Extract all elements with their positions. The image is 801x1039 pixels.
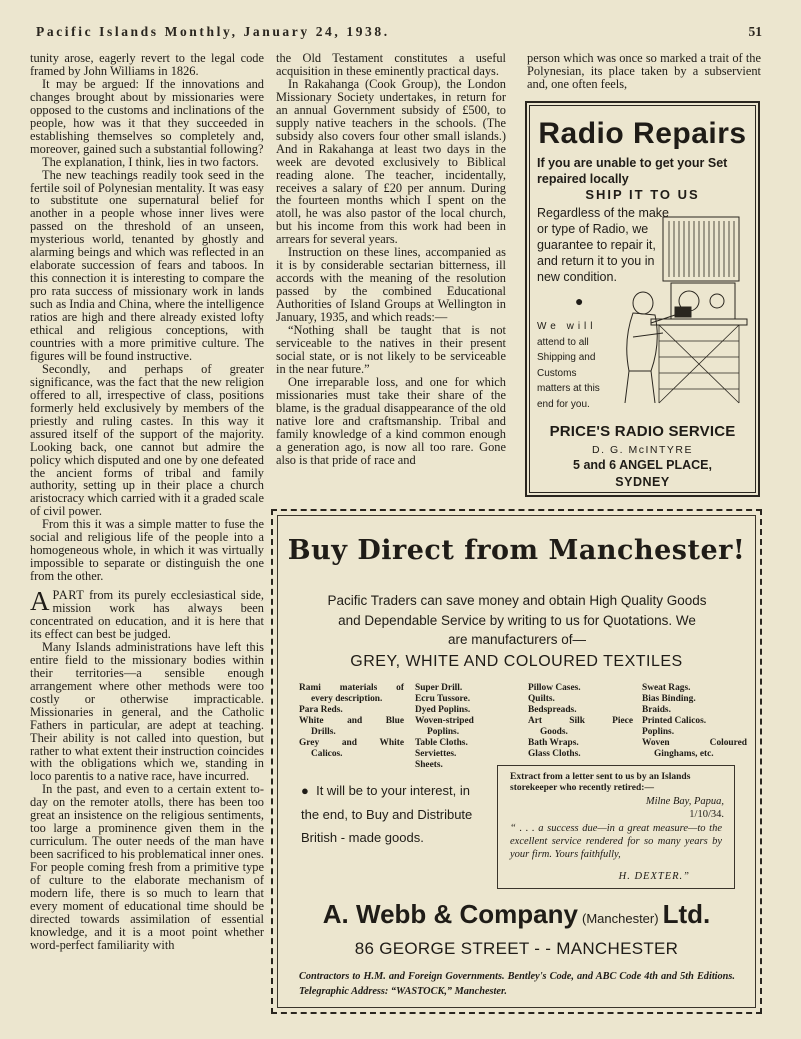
- product-item: Glass Cloths.: [528, 749, 581, 759]
- product-item: Woven Coloured: [642, 738, 747, 748]
- radio-technician-illustration: [611, 211, 751, 411]
- testimonial-heading: Extract from a letter sent to us by an Islands storekeeper who recently retired:—: [510, 772, 691, 793]
- paragraph: tunity arose, eagerly revert to the legal code framed by John Williams in 1826.: [30, 52, 264, 78]
- radio-cabinet-icon: [663, 217, 739, 281]
- publication-title: Pacific Islands Monthly, January 24, 1938.: [36, 24, 390, 39]
- product-item: Art Silk Piece: [528, 716, 633, 726]
- product-item: Para Reds.: [299, 705, 343, 715]
- paragraph: Many Islands administrations have left this entire field to the missionary bodies within their territories—a sensible enough arrangement where other methods were too costly or otherwise impracticable. Missionaries in general, and the Catholic Fathers in particular, are adept at teaching. Their ability is not called into question, but rather to what extent their instruction coincides with the obligations which we, standing in loco parentis to a native race, have incurred.: [30, 639, 264, 784]
- page-number: 51: [748, 24, 762, 39]
- ad-promise-text: It will be to your interest, in the end, to Buy and Distribute British - made goods.: [301, 783, 473, 845]
- running-header: [36, 24, 762, 42]
- testimonial-date: 1/10/34.: [689, 809, 724, 820]
- paragraph: Instruction on these lines, accompanied as it is by considerable sectarian bitterness, ill accords with the meaning of the resolution passed by the combined Educational Authorities of Island Groups at Wellington in January, 1935, and which reads:—: [276, 245, 506, 325]
- bullet-icon: ●: [575, 293, 584, 309]
- product-item: Printed Calicos.: [642, 716, 707, 726]
- ad-manager-name: D. G. McINTYRE: [592, 444, 693, 456]
- cap-word: PART: [52, 588, 85, 603]
- chassis-icon: [675, 307, 691, 317]
- technician-head-icon: [633, 292, 653, 314]
- product-item: Braids.: [642, 705, 671, 715]
- ad-textiles-heading: GREY, WHITE AND COLOURED TEXTILES: [350, 653, 683, 670]
- ad-body-text: Regardless of the make or type of Radio, we guarantee to repair it, and return it to you in new condition.: [537, 206, 670, 284]
- ad-address-line-2: SYDNEY: [615, 475, 670, 489]
- product-item: Bias Binding.: [642, 694, 696, 704]
- paragraph: The new teachings readily took seed in the fertile soil of Polynesian mentality. It was easy to substitute one supernatural belief for another in a people whose inner lives were passed on the threshold of an unseen, mysterious world, tenanted by ghostly and alarming beings and which was reflected in an elaborate succession of fears and taboos. In this connection it is interesting to compare the pro rata success of missionary work in lands such as India and China, where the intelligence ratios are high and there already existed lofty ethical and religious conceptions, with countries with a more primitive culture. The figures will be found instructive.: [30, 167, 264, 363]
- ad-headline: Buy Direct from Manchester!: [287, 535, 746, 566]
- ad-shipping-note-lead: We will: [537, 321, 597, 332]
- ad-shipping-note-text: attend to all Shipping and Customs matters at this end for you.: [537, 336, 600, 410]
- bullet-icon: ●: [301, 783, 317, 798]
- product-item: Calicos.: [311, 749, 343, 759]
- paragraph: One irreparable loss, and one for which missionaries must take their share of the blame, is the gradual disappearance of the old native lore and craftsmanship. Tribal and family knowledge of a kind common enough a generation ago, is now all too rare. Gone also is that pride of race and: [276, 374, 506, 467]
- product-item: Table Cloths.: [415, 738, 468, 748]
- product-item: White and Blue: [299, 716, 404, 726]
- paragraph: “Nothing shall be taught that is not serviceable to the natives in their present social state, or is not likely to be serviceable in the near future.”: [276, 323, 506, 376]
- paragraph: In Rakahanga (Cook Group), the London Missionary Society undertakes, in return for an annual Government subsidy of £500, to supply native teachers in the schools. (The subsidy also covers four other small islands.) And in Rakahanga at least two days in the week are devoted exclusively to Biblical reading alone. The teacher, incidentally, receives a salary of £20 per annum. During the fourteen months which I spent on the atoll, he was also pastor of the local church, but his income from this work had been in arrears for several years.: [276, 76, 506, 247]
- company-main: A. Webb & Company: [322, 899, 578, 929]
- ad-ship-text: SHIP IT TO US: [585, 187, 700, 202]
- product-item: Poplins.: [642, 727, 675, 737]
- product-item: Quilts.: [528, 694, 555, 704]
- section-opening-paragraph: [30, 586, 264, 641]
- testimonial-box: [497, 765, 735, 889]
- ad-headline: Radio Repairs: [538, 117, 747, 150]
- product-item: every description.: [311, 694, 383, 704]
- paragraph: The explanation, I think, lies in two factors.: [42, 154, 259, 169]
- product-column: [528, 683, 633, 760]
- product-item: Ginghams, etc.: [654, 749, 714, 759]
- product-item: Sheets.: [415, 760, 443, 770]
- paragraph: It may be argued: If the innovations and changes brought about by missionaries were opposed to the customs and inclinations of the people, how was it that they succeeded in establishing themselves so completely and, moreover, gained such a substantial following?: [30, 76, 264, 156]
- product-list: [299, 683, 747, 770]
- product-item: Dyed Poplins.: [415, 705, 471, 715]
- paragraph: person which was once so marked a trait of the Polynesian, its place taken by a subservient and, one often feels,: [527, 52, 761, 91]
- ad-lead-text: If you are unable to get your Set repaired locally: [537, 156, 728, 186]
- paragraph-text: from its purely ecclesiastical side, mission work has always been concentrated on education, and it is here that its effect can best be judged.: [30, 588, 264, 641]
- paragraph: the Old Testament constitutes a useful acquisition in these eminently practical days.: [276, 52, 506, 78]
- product-item: Bath Wraps.: [528, 738, 579, 748]
- paragraph: In the past, and even to a certain extent to-day on the remoter atolls, there has been too great an insistence on the religious sentiments, too large a prominence given them in the curriculum. The outer needs of the man have been sacrificed to his problematical inner ones. For people coming fresh from a primitive type of culture to the elaborate mechanism of modern life, there is so much to learn that every moment of educational time should be directed towards assimilation of essential knowledge, and it is a moot point whether word-perfect familiarity with: [30, 782, 264, 952]
- product-column: [299, 683, 404, 760]
- testimonial-place: Milne Bay, Papua,: [645, 796, 724, 807]
- ad-footer: Contractors to H.M. and Foreign Governments. Bentley's Code, and ABC Code 4th and 5th Editions. Telegraphic Address: “WASTOCK,” Manchester.: [299, 971, 735, 997]
- ad-business-name: PRICE'S RADIO SERVICE: [549, 423, 736, 440]
- product-item: Rami materials of: [299, 683, 404, 693]
- testimonial-quote: “ . . . a success due—in a great measure—to the excellent service rendered for so many years by your firm. Yours faithfully,: [510, 823, 722, 860]
- product-item: Super Drill.: [415, 683, 463, 693]
- ad-promise: [301, 779, 481, 850]
- article-column-2: [276, 52, 506, 498]
- product-item: Bedspreads.: [528, 705, 577, 715]
- paragraph: From this it was a simple matter to fuse the social and religious life of the people into a homogeneous whole, in which it was virtually impossible to separate or distinguish the one from the other.: [30, 517, 264, 584]
- paragraph: Secondly, and perhaps of greater significance, was the fact that the new religion offered to all, irrespective of class, positions formerly held exclusively by members of the priestly and ruling castes. In this way it assured itself of the support of the majority. Looking back, one cannot but admire the policy which disputed and one by one defeated the ancient forms of tribal and family authority, setting up in their place a church aristocracy which carried with it a graded scale of civil power.: [30, 361, 264, 519]
- product-item: Pillow Cases.: [528, 683, 581, 693]
- product-item: Serviettes.: [415, 749, 457, 759]
- product-item: Poplins.: [427, 727, 460, 737]
- product-item: Woven-striped: [415, 716, 474, 726]
- article-column-1: [30, 52, 264, 1014]
- manchester-textiles-ad: [271, 509, 762, 1014]
- ad-intro-text: Pacific Traders can save money and obtain High Quality Goods and Dependable Service by writing to us for Quotations. We are manufacturers of—: [327, 593, 707, 647]
- product-item: Sweat Rags.: [642, 683, 691, 693]
- product-item: Grey and White: [299, 738, 404, 748]
- drop-cap: A: [30, 586, 50, 617]
- ad-shipping-note: [537, 319, 609, 412]
- product-column: [642, 683, 747, 760]
- product-item: Drills.: [311, 727, 336, 737]
- product-column: [415, 683, 520, 771]
- product-item: Ecru Tussore.: [415, 694, 471, 704]
- company-name: [273, 899, 760, 930]
- ad-address-line-1: 5 and 6 ANGEL PLACE,: [573, 458, 712, 472]
- article-column-3: [527, 52, 761, 92]
- testimonial-signature: H. DEXTER.”: [618, 871, 690, 882]
- company-address: 86 GEORGE STREET - - MANCHESTER: [354, 939, 679, 958]
- product-item: Goods.: [540, 727, 568, 737]
- company-sub: (Manchester): [581, 911, 659, 926]
- company-ltd: Ltd.: [662, 899, 711, 929]
- radio-repairs-ad: [525, 101, 760, 497]
